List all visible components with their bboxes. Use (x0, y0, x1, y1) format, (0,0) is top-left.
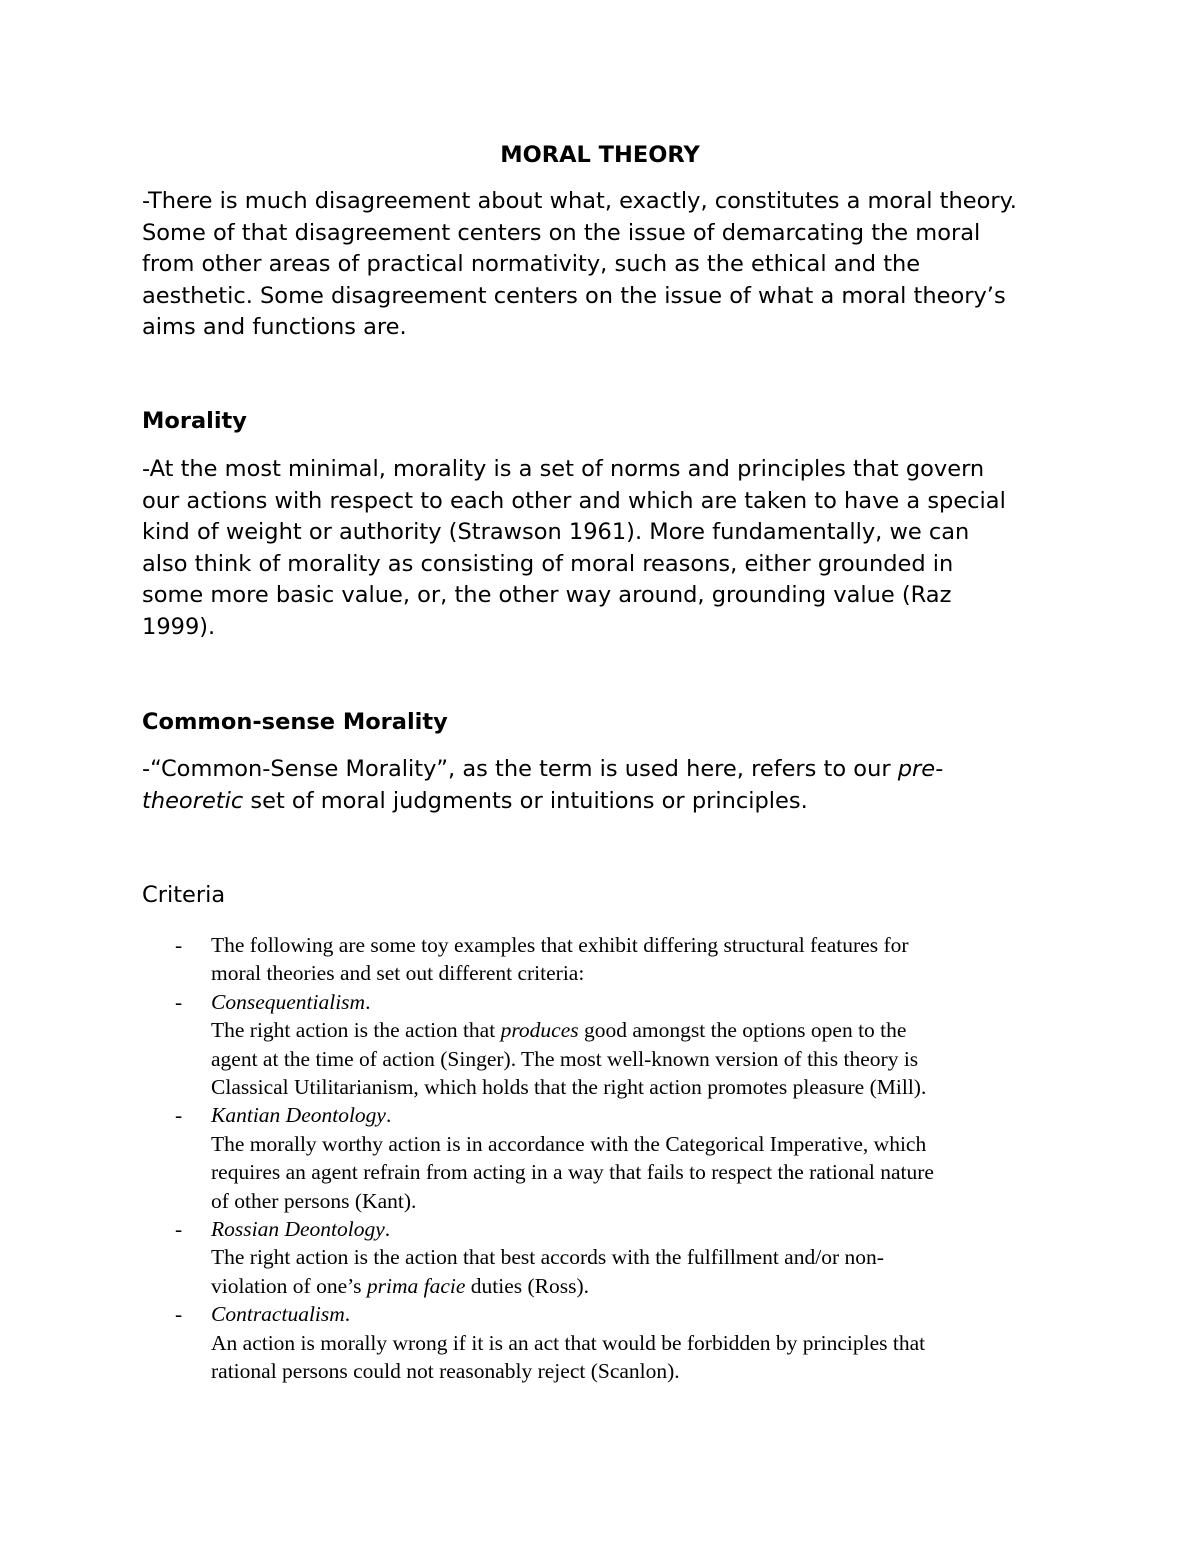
common-sense-text: -“Common-Sense Morality”, as the term is used here, refers to our (142, 756, 898, 782)
morality-line: -At the most minimal, morality is a set of norms and principles that govern (142, 456, 985, 482)
text-segment: good amongst the options open to the (578, 1018, 907, 1043)
criteria-item-intro (0, 931, 1200, 988)
criteria-text: rational persons could not reasonably reject (Scanlon). (211, 1359, 680, 1384)
criteria-term (211, 988, 1200, 1016)
intro-paragraph (142, 186, 1072, 344)
criteria-text: requires an agent refrain from acting in a way that fails to respect the rational nature (211, 1160, 934, 1185)
common-sense-paragraph (142, 754, 1072, 817)
criteria-text: The following are some toy examples that exhibit differing structural features for (211, 933, 909, 957)
common-sense-emphasis: theoretic (142, 787, 244, 814)
text-segment: violation of one’s (211, 1273, 367, 1298)
criteria-text (211, 1016, 1200, 1044)
criteria-item-kantian (0, 1101, 1200, 1215)
text-emphasis: produces (500, 1018, 579, 1043)
term-name: Consequentialism (211, 989, 366, 1014)
criteria-text: moral theories and set out different criteria: (211, 961, 585, 986)
criteria-text: agent at the time of action (Singer). The most well-known version of this theory is (211, 1046, 919, 1071)
common-sense-line (142, 786, 1072, 818)
criteria-text: of other persons (Kant). (211, 1188, 417, 1213)
common-sense-heading: Common-sense Morality (142, 709, 448, 735)
term-suffix: . (384, 1217, 391, 1242)
morality-line: some more basic value, or, the other way around, grounding value (Raz (142, 582, 952, 608)
bullet-dash: - (175, 1302, 183, 1327)
morality-line: kind of weight or authority (Strawson 1961). More fundamentally, we can (142, 519, 970, 545)
common-sense-text: set of moral judgments or intuitions or principles. (243, 787, 808, 814)
criteria-item-consequentialism (0, 988, 1200, 1102)
criteria-heading: Criteria (142, 882, 226, 908)
term-suffix: . (385, 1103, 392, 1128)
bullet-dash: - (175, 989, 183, 1014)
term-name: Kantian Deontology (211, 1103, 386, 1128)
morality-line: also think of morality as consisting of moral reasons, either grounded in (142, 550, 954, 577)
morality-heading: Morality (142, 408, 247, 434)
morality-line: 1999). (142, 613, 216, 640)
criteria-term (211, 1300, 1200, 1328)
intro-line: -There is much disagreement about what, exactly, constitutes a moral theory. (142, 188, 1017, 214)
criteria-text: Classical Utilitarianism, which holds that the right action promotes pleasure (Mill). (211, 1075, 927, 1100)
morality-line: our actions with respect to each other and which are taken to have a special (142, 487, 1006, 514)
intro-line: aims and functions are. (142, 314, 407, 340)
criteria-list (0, 931, 1200, 1386)
term-suffix: . (365, 989, 371, 1014)
criteria-item-rossian (0, 1215, 1200, 1300)
criteria-term (211, 1215, 1200, 1243)
criteria-item-contractualism (0, 1300, 1200, 1385)
criteria-term (211, 1101, 1200, 1129)
text-segment: duties (Ross). (465, 1273, 590, 1298)
common-sense-line (142, 754, 1072, 786)
bullet-dash: - (175, 1217, 183, 1242)
morality-paragraph (142, 454, 1072, 643)
criteria-text (211, 1272, 1200, 1300)
intro-line: Some of that disagreement centers on the issue of demarcating the moral (142, 219, 981, 246)
term-suffix: . (344, 1302, 351, 1327)
criteria-text: The morally worthy action is in accordance with the Categorical Imperative, which (211, 1131, 927, 1156)
text-emphasis: prima facie (366, 1273, 466, 1298)
term-name: Rossian Deontology (211, 1217, 385, 1242)
common-sense-emphasis: pre- (897, 756, 944, 782)
criteria-text: An action is morally wrong if it is an act that would be forbidden by principles that (211, 1330, 926, 1355)
term-name: Contractualism (211, 1302, 345, 1327)
intro-line: aesthetic. Some disagreement centers on the issue of what a moral theory’s (142, 282, 1006, 309)
bullet-dash: - (175, 933, 183, 957)
criteria-text: The right action is the action that best accords with the fulfillment and/or non- (211, 1245, 884, 1270)
page-title: MORAL THEORY (500, 142, 700, 168)
text-segment: The right action is the action that (211, 1018, 501, 1043)
intro-line: from other areas of practical normativity, such as the ethical and the (142, 251, 921, 277)
bullet-dash: - (175, 1103, 183, 1128)
